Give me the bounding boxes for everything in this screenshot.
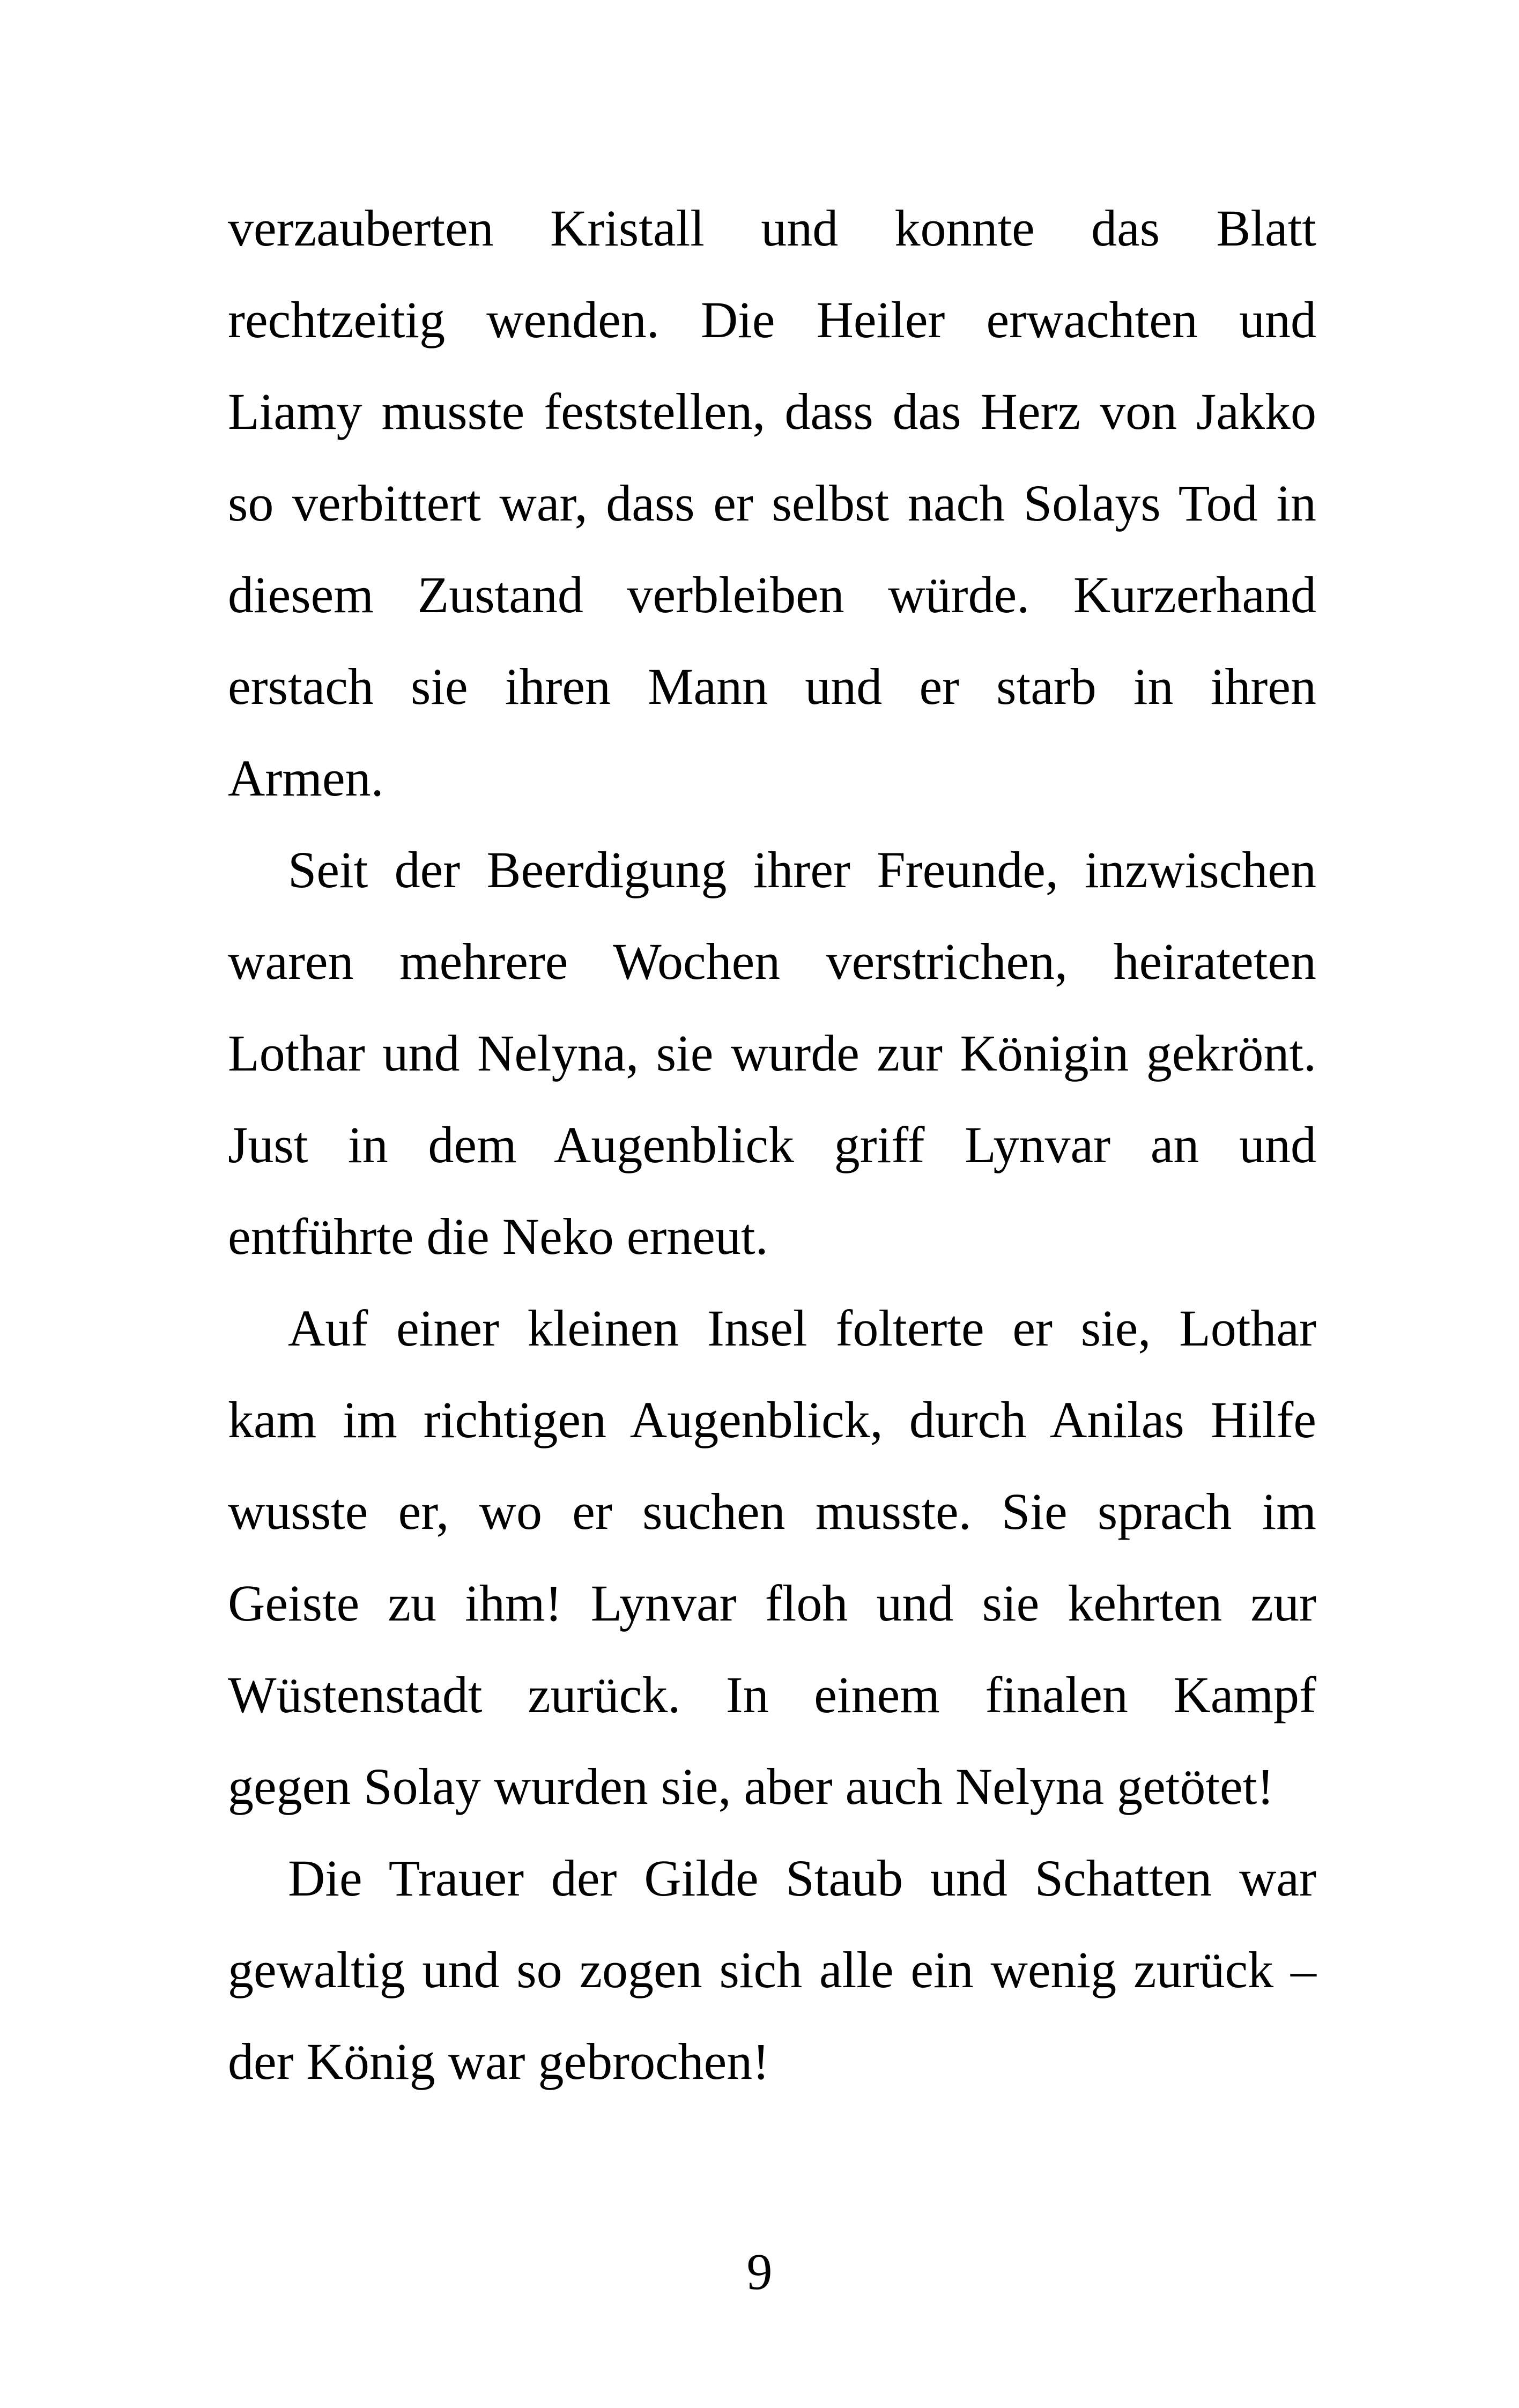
paragraph-1 (228, 182, 1316, 824)
text-line: Lothar und Nelyna, sie wurde zur Königin gekrönt. (228, 1024, 1316, 1082)
paragraph-2 (228, 824, 1316, 1282)
paragraph-4 (228, 1832, 1316, 2107)
text-line: erstach sie ihren Mann und er starb in ihren (228, 658, 1316, 715)
text-line: so verbittert war, dass er selbst nach Solays Tod in (228, 474, 1316, 532)
text-line: diesem Zustand verbleiben würde. Kurzerhand (228, 566, 1316, 623)
text-line: rechtzeitig wenden. Die Heiler erwachten und (228, 291, 1316, 348)
body-text (228, 182, 1316, 2107)
text-line: Armen. (228, 749, 384, 807)
paragraph-3 (228, 1282, 1316, 1832)
text-line: kam im richtigen Augenblick, durch Anilas Hilfe (228, 1391, 1316, 1448)
text-line: der König war gebrochen! (228, 2033, 770, 2090)
text-line: Wüstenstadt zurück. In einem finalen Kampf (228, 1666, 1316, 1723)
text-line: Seit der Beerdigung ihrer Freunde, inzwischen (288, 841, 1316, 898)
page-number: 9 (746, 2243, 773, 2300)
text-line: Geiste zu ihm! Lynvar floh und sie kehrten zur (228, 1574, 1316, 1632)
text-line: wusste er, wo er suchen musste. Sie sprach im (228, 1483, 1316, 1540)
text-line: waren mehrere Wochen verstrichen, heirateten (228, 933, 1316, 990)
text-line: Die Trauer der Gilde Staub und Schatten war (288, 1849, 1316, 1907)
text-line: Just in dem Augenblick griff Lynvar an und (228, 1116, 1316, 1173)
text-line: gewaltig und so zogen sich alle ein wenig zurück – (228, 1941, 1316, 1998)
text-line: gegen Solay wurden sie, aber auch Nelyna getötet! (228, 1758, 1275, 1815)
text-line: entführte die Neko erneut. (228, 1208, 768, 1265)
text-line: Liamy musste feststellen, dass das Herz von Jakko (228, 383, 1316, 440)
text-line: Auf einer kleinen Insel folterte er sie, Lothar (288, 1299, 1316, 1357)
text-line: verzauberten Kristall und konnte das Blatt (228, 199, 1316, 257)
